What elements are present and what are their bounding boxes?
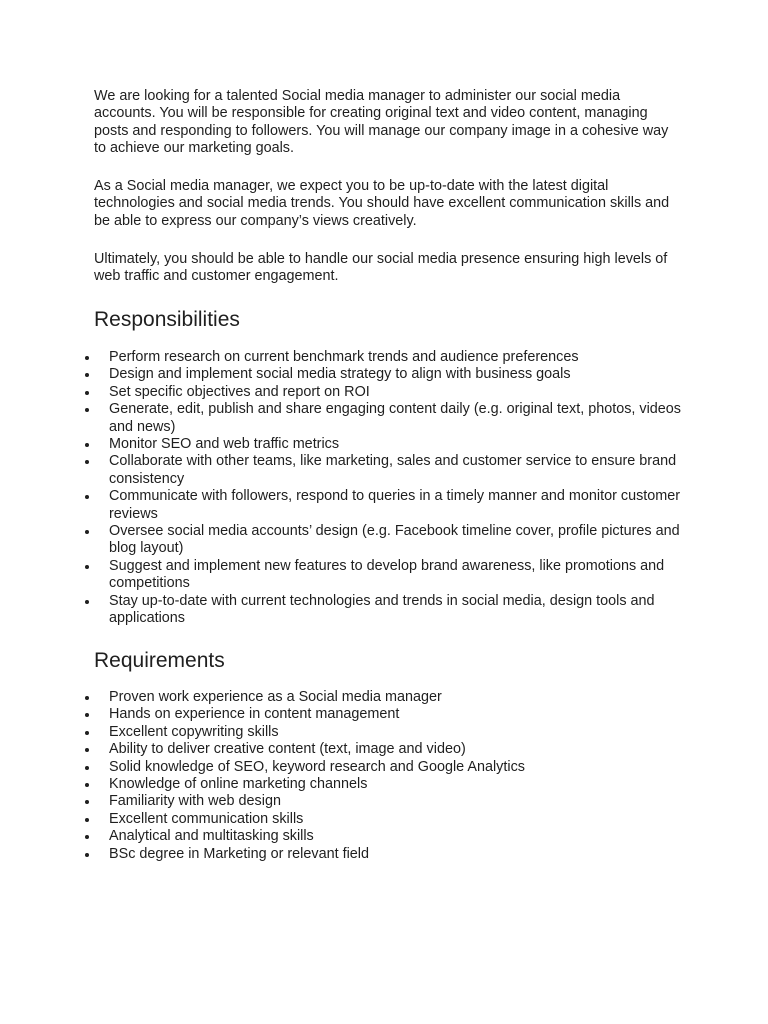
list-item-text: Suggest and implement new features to develop brand awareness, like promotions and competitions xyxy=(109,557,665,592)
bullet-icon xyxy=(85,356,89,360)
intro-paragraph: Ultimately, you should be able to handle our social media presence ensuring high levels of web traffic and customer engagement. xyxy=(94,251,668,285)
list-item-text: Solid knowledge of SEO, keyword research and Google Analytics xyxy=(109,758,525,775)
list-item-text: Generate, edit, publish and share engaging content daily (e.g. original text, photos, videos and news) xyxy=(109,401,681,435)
list-item xyxy=(0,384,684,401)
list-item-text: BSc degree in Marketing or relevant field xyxy=(109,845,369,862)
list-item-text: Oversee social media accounts’ design (e.g. Facebook timeline cover, profile pictures and blog layout) xyxy=(109,523,680,557)
bullet-icon xyxy=(85,530,89,534)
list-item-text: Monitor SEO and web traffic metrics xyxy=(109,436,340,453)
list-item xyxy=(0,593,684,628)
list-item-text: Stay up-to-date with current technologies and trends in social media, design tools and applications xyxy=(109,592,655,627)
bullet-icon xyxy=(85,443,89,447)
bullet-icon xyxy=(85,373,89,377)
intro-paragraph: We are looking for a talented Social media manager to administer our social media accounts. You will be responsible for creating original text and video content, managing posts and responding to followers. You will manage our company image in a cohesive way to achieve our marketing goals. xyxy=(94,88,669,157)
list-item xyxy=(0,811,684,828)
bullet-icon xyxy=(85,853,89,857)
list-item xyxy=(0,724,684,741)
bullet-icon xyxy=(85,800,89,804)
requirements-heading: Requirements xyxy=(94,649,225,672)
list-item-text: Familiarity with web design xyxy=(109,793,281,810)
list-item xyxy=(0,706,684,723)
bullet-icon xyxy=(85,696,89,700)
list-item-text: Analytical and multitasking skills xyxy=(109,828,314,845)
bullet-icon xyxy=(85,460,89,464)
list-item-text: Communicate with followers, respond to queries in a timely manner and monitor customer reviews xyxy=(109,488,681,522)
bullet-icon xyxy=(85,731,89,735)
list-item xyxy=(0,759,684,776)
responsibilities-heading: Responsibilities xyxy=(94,308,240,331)
bullet-icon xyxy=(85,748,89,752)
bullet-icon xyxy=(85,713,89,717)
list-item-text: Collaborate with other teams, like marketing, sales and customer service to ensure brand consistency xyxy=(109,453,677,487)
list-item xyxy=(0,366,684,383)
list-item xyxy=(0,828,684,845)
intro-paragraph: As a Social media manager, we expect you to be up-to-date with the latest digital technologies and social media trends. You should have excellent communication skills and be able to express our company’s views creatively. xyxy=(94,178,670,229)
bullet-icon xyxy=(85,766,89,770)
requirements-list xyxy=(0,689,768,863)
list-item xyxy=(0,349,684,366)
responsibilities-list xyxy=(0,349,768,628)
list-item-text: Hands on experience in content management xyxy=(109,706,400,723)
list-item xyxy=(0,488,684,523)
list-item-text: Excellent copywriting skills xyxy=(109,723,279,740)
list-item xyxy=(0,689,684,706)
list-item xyxy=(0,453,684,488)
list-item-text: Design and implement social media strategy to align with business goals xyxy=(109,366,571,383)
list-item xyxy=(0,436,684,453)
bullet-icon xyxy=(85,565,89,569)
list-item-text: Proven work experience as a Social media manager xyxy=(109,689,442,705)
list-item xyxy=(0,523,684,558)
bullet-icon xyxy=(85,818,89,822)
list-item xyxy=(0,793,684,810)
bullet-icon xyxy=(85,835,89,839)
list-item-text: Perform research on current benchmark trends and audience preferences xyxy=(109,349,579,365)
list-item xyxy=(0,558,684,593)
bullet-icon xyxy=(85,783,89,787)
list-item xyxy=(0,401,684,436)
list-item xyxy=(0,776,684,793)
bullet-icon xyxy=(85,391,89,395)
bullet-icon xyxy=(85,408,89,412)
bullet-icon xyxy=(85,600,89,604)
list-item-text: Knowledge of online marketing channels xyxy=(109,776,368,793)
list-item-text: Excellent communication skills xyxy=(109,810,304,827)
bullet-icon xyxy=(85,495,89,499)
list-item xyxy=(0,741,684,758)
list-item-text: Ability to deliver creative content (text, image and video) xyxy=(109,741,466,758)
list-item xyxy=(0,846,684,863)
list-item-text: Set specific objectives and report on ROI xyxy=(109,383,370,400)
